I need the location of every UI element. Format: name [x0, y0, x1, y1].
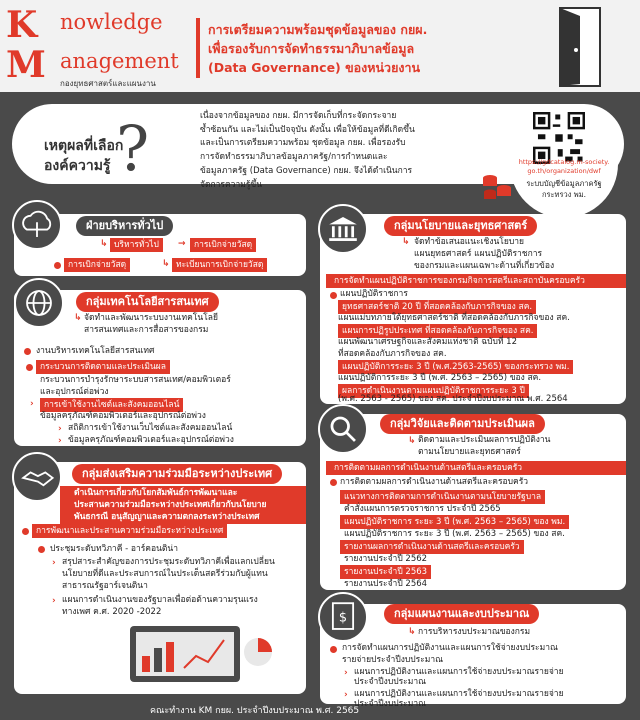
it-item: งานบริหารเทคโนโลยีสารสนเทศ [36, 346, 155, 356]
intl-item: ทางเพศ ค.ศ. 2020 -2022 [62, 607, 162, 617]
it-lead-line-2: สารสนเทศและการสื่อสารของกรม [84, 325, 209, 335]
header-bar [0, 0, 640, 92]
policy-item: ที่สอดคล้องกับภารกิจของ สค. [338, 349, 447, 359]
globe-icon [14, 278, 64, 328]
qr-code-icon[interactable] [533, 112, 585, 164]
eval-item: รายงานประจำปี 2563 [340, 565, 431, 579]
eval-item: แผนปฏิบัติราชการ ระยะ 3 ปี (พ.ศ. 2563 – 2565) ของ พม. [340, 515, 569, 529]
footer-credit: คณะทำงาน KM กยผ. ประจำปีงบประมาณ พ.ศ. 2565 [150, 706, 360, 716]
page-title [208, 20, 538, 77]
eval-lead-line-1: ติดตามและประเมินผลการปฏิบัติงาน [418, 435, 551, 445]
policy-item: (พ.ศ. 2563 - 2565) ของ สค. ประจำปีงบประมาณ พ.ศ. 2564 [338, 394, 568, 404]
title-line-3: (Data Governance) ของหน่วยงาน [208, 60, 421, 75]
bullet-icon [330, 479, 337, 486]
eval-item: รายงานประจำปี 2562 [344, 554, 428, 564]
eval-heading: การติดตามผลการดำเนินงานด้านสตรีและครอบครัว [326, 461, 626, 475]
budget-item: แผนการปฏิบัติงานและแผนการใช้จ่ายงบประมาณรายจ่าย [354, 667, 564, 677]
title-line-1: การเตรียมความพร้อมชุดข้อมูลของ กยผ. [208, 22, 428, 37]
qr-url-line-2: go.th/organization/dwf [527, 167, 601, 175]
arrow-icon: ↳ [74, 313, 82, 323]
policy-item: แผนพัฒนาเศรษฐกิจและสังคมแห่งชาติ ฉบับที่ 12 [338, 337, 517, 347]
reason-line: ข้อมูลภาครัฐ (Data Governance) กยผ. จึงได้ดำเนินการ [200, 165, 413, 176]
eval-lead [418, 434, 614, 458]
bullet-icon [22, 528, 29, 535]
chevron-icon: › [58, 424, 62, 434]
it-lead [84, 312, 294, 336]
intl-item: สาธารณรัฐอาร์เจนตินา [62, 581, 148, 591]
it-lead-line-1: จัดทำและพัฒนาระบบงานเทคโนโลยี [84, 313, 218, 323]
reason-line: และเป็นการเตรียมความพร้อม ชุดข้อมูล กยผ. เพื่อรองรับ [200, 138, 406, 149]
reason-label-line-1: เหตุผลที่เลือก [44, 138, 124, 154]
chevron-icon: › [52, 596, 56, 606]
intl-item: การพัฒนาและประสานความร่วมมือระหว่างประเทศ [32, 524, 227, 538]
arrow-icon: ↳ [402, 237, 410, 247]
svg-text:$: $ [338, 610, 348, 626]
bullet-icon [24, 348, 31, 355]
qr-url-line-1: https://gdcatalog.m-society. [518, 158, 610, 166]
it-title: กลุ่มเทคโนโลยีสารสนเทศ [76, 292, 219, 312]
admin-item: ทะเบียนการเบิกจ่ายวัสดุ [172, 258, 267, 272]
policy-lead-line: จัดทำข้อเสนอแนะเชิงนโยบาย [414, 237, 524, 247]
policy-lead-line: แผนยุทธศาสตร์ แผนปฏิบัติราชการ [414, 249, 543, 259]
it-item: การเข้าใช้งานไซต์และสังคมออนไลน์ [40, 398, 183, 412]
arrow-icon: ↳ [408, 436, 416, 446]
open-door-icon [546, 6, 606, 88]
intl-lead-line: ประสานความร่วมมือระหว่างประเทศเกี่ยวกับนโยบาย [74, 500, 267, 510]
eval-item: คำสั่งแผนการตรวจราชการ ประจำปี 2565 [344, 504, 501, 514]
eval-item: รายงานประจำปี 2564 [344, 579, 428, 589]
intl-title: กลุ่มส่งเสริมความร่วมมือระหว่างประเทศ [72, 464, 282, 484]
chevron-icon: › [344, 668, 348, 678]
policy-item: แผนปฏิบัติการระยะ 3 ปี (พ.ศ. 2563 – 2565) ของ สค. [338, 373, 542, 383]
intl-item: แผนการดำเนินงานของรัฐบาลเพื่อต่อต้านความรุนแรง [62, 595, 258, 605]
eval-title: กลุ่มวิจัยและติดตามประเมินผล [380, 414, 545, 434]
logo-subtitle: กองยุทธศาสตร์และแผนงาน [60, 79, 156, 88]
it-item: ข้อมูลครุภัณฑ์คอมพิวเตอร์และอุปกรณ์ต่อพ่วง [40, 411, 206, 421]
arrow-icon: → [178, 239, 186, 249]
budget-lead: การบริหารงบประมาณของกรม [418, 627, 531, 637]
policy-lead-line: ของกรมและแผนเฉพาะด้านที่เกี่ยวข้อง [414, 261, 555, 271]
reason-line: เนื่องจากข้อมูลของ กยผ. มีการจัดเก็บที่กระจัดกระจาย [200, 111, 397, 121]
policy-item: แผนการปฏิรูปประเทศ ที่สอดคล้องกับภารกิจของ สค. [338, 324, 537, 338]
budget-item: แผนการปฏิบัติงานและแผนการใช้จ่ายงบประมาณรายจ่าย [354, 689, 564, 699]
qr-caption [510, 178, 618, 200]
policy-title: กลุ่มนโยบายและยุทธศาสตร์ [384, 216, 537, 236]
policy-item: ผลการดำเนินงานตามแผนปฏิบัติราชการระยะ 3 ปี [338, 384, 529, 398]
logo-anagement: anagement [60, 49, 179, 73]
reason-line: การจัดทำธรรมาภิบาลข้อมูลภาครัฐ/การกำหนดและ [200, 152, 388, 163]
it-item: สถิติการเข้าใช้งานเว็บไซต์และสังคมออนไลน์ [68, 423, 233, 433]
chevron-icon: › [30, 399, 34, 409]
logo-m: M [6, 44, 46, 86]
budget-item: ประจำปีงบประมาณ [354, 699, 427, 709]
eval-item: แนวทางการติดตามการดำเนินงานตามนโยบายรัฐบาล [340, 490, 545, 504]
magnifier-icon [318, 404, 368, 454]
intl-item: ประชุมระดับทวิภาคี - อาร์คอนติน่า [50, 544, 179, 554]
intl-lead-line: พันธกรณี อนุสัญญาและความตกลงระหว่างประเทศ [74, 512, 260, 522]
cloud-icon [12, 200, 62, 250]
budget-title: กลุ่มแผนงานและงบประมาณ [384, 604, 539, 624]
it-item: ข้อมูลครุภัณฑ์คอมพิวเตอร์และอุปกรณ์ต่อพ่วง [68, 435, 234, 445]
intl-lead-line: ดำเนินการเกี่ยวกับโยกสัมพันธ์การพัฒนาและ [74, 488, 238, 498]
reason-label-line-2: องค์ความรู้ [44, 158, 111, 174]
policy-item: แผนปฏิบัติการระยะ 3 ปี (พ.ศ.2563-2565) ของกระทรวง พม. [338, 360, 573, 374]
reason-text [200, 110, 472, 192]
admin-item: การเบิกจ่ายวัสดุ [190, 238, 256, 252]
budget-item: การจัดทำแผนการปฏิบัติงานและแผนการใช้จ่ายงบประมาณ [342, 643, 558, 653]
database-icon [480, 172, 514, 202]
title-divider [196, 18, 200, 78]
it-item: และอุปกรณ์ต่อพ่วง [40, 387, 109, 397]
arrow-icon: ↳ [100, 239, 108, 249]
policy-item: แผนแม่บทภายใต้ยุทธศาสตร์ชาติ ที่สอดคล้องกับภารกิจของ สค. [338, 313, 570, 323]
bullet-icon [54, 262, 61, 269]
title-line-2: เพื่อรองรับการจัดทำธรรมาภิบาลข้อมูล [208, 41, 415, 56]
chevron-icon: › [52, 558, 56, 568]
chevron-icon: › [344, 690, 348, 700]
policy-item: แผนปฏิบัติราชการ [340, 289, 408, 299]
money-document-icon [318, 592, 368, 642]
dashboard-illustration [120, 622, 280, 692]
bullet-icon [330, 292, 337, 299]
reason-line: จัดการความรู้ขึ้น [200, 179, 263, 190]
bullet-icon [330, 646, 337, 653]
eval-lead-line-2: ตามนโยบายและยุทธศาสตร์ [418, 447, 521, 457]
qr-caption-line-2: กระทรวง พม. [541, 190, 587, 199]
intl-item: นโยบายที่ดีและประสบการณ์ในประเด็นสตรีร่วมกับผู้แทน [62, 569, 268, 579]
building-icon [318, 204, 368, 254]
budget-item: รายจ่ายประจำปีงบประมาณ [342, 655, 444, 665]
intl-item: สรุปสาระสำคัญของการประชุมระดับทวิภาคีเพื่อแลกเปลี่ยน [62, 557, 275, 567]
policy-lead [414, 236, 614, 272]
admin-item: บริหารทั่วไป [110, 238, 163, 252]
reason-line: ซ้ำซ้อนกัน และไม่เป็นปัจจุบัน ดังนั้น เพื่อให้ข้อมูลที่ดีเกิดขึ้น [200, 124, 415, 135]
arrow-icon: ↳ [162, 259, 170, 269]
question-mark-icon: ? [116, 112, 150, 185]
budget-item: ประจำปีงบประมาณ [354, 677, 427, 687]
it-item: กระบวนการติดตามและประเมินผล [36, 360, 170, 374]
it-item: กระบวนการบำรุงรักษาระบบสารสนเทศ/คอมพิวเตอร์ [40, 375, 231, 385]
chevron-icon: › [58, 436, 62, 446]
logo-nowledge: nowledge [60, 10, 163, 34]
policy-heading: การจัดทำแผนปฏิบัติราชการของกรมกิจการสตรีและสถาบันครอบครัว [326, 274, 626, 288]
arrow-icon: ↳ [408, 627, 416, 637]
bullet-icon [38, 546, 45, 553]
eval-item: การติดตามผลการดำเนินงานด้านสตรีและครอบครัว [340, 477, 529, 487]
qr-url[interactable] [510, 158, 618, 176]
qr-caption-line-1: ระบบบัญชีข้อมูลภาครัฐ [526, 179, 602, 188]
intl-lead [60, 486, 306, 524]
eval-item: รายงานผลการดำเนินงานด้านสตรีและครอบครัว [340, 540, 524, 554]
eval-item: แผนปฏิบัติราชการ ระยะ 3 ปี (พ.ศ. 2563 – 2565) ของ สค. [344, 529, 565, 539]
logo-k: K [6, 4, 38, 46]
admin-item: การเบิกจ่ายวัสดุ [64, 258, 130, 272]
admin-title: ฝ่ายบริหารทั่วไป [76, 216, 173, 236]
policy-item: ยุทธศาสตร์ชาติ 20 ปี ที่สอดคล้องกับภารกิจของ สค. [338, 300, 536, 314]
handshake-icon [12, 452, 62, 502]
bullet-icon [26, 364, 33, 371]
